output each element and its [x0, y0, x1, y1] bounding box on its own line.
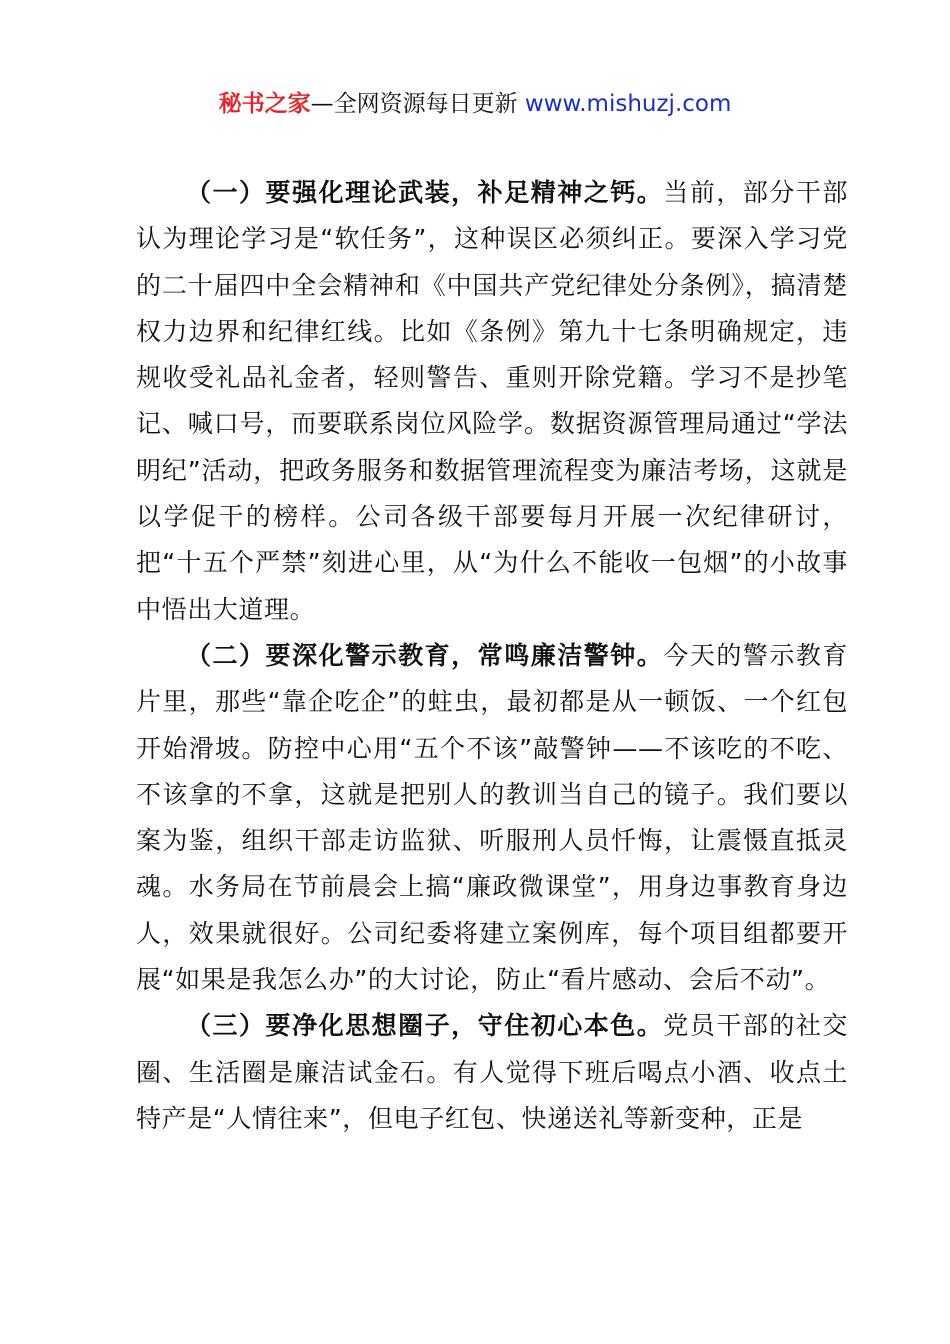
brand-name: 秘书之家 — [218, 91, 311, 117]
website-link[interactable]: www.mishuzj.com — [524, 91, 732, 117]
paragraph-3-heading: （三）要净化思想圈子，守住初心本色。 — [186, 1011, 664, 1041]
paragraph-2 — [136, 633, 848, 1003]
paragraph-3 — [136, 1003, 848, 1142]
paragraph-1 — [136, 170, 848, 633]
paragraph-2-text: 今天的警示教育片里，那些“靠企吃企”的蛀虫，最初都是从一顿饭、一个红包开始滑坡。防控中心用“五个不该”敲警钟——不该吃的不吃、不该拿的不拿，这就是把别人的教训当自己的镜子。我们要以案为鉴，组织干部走访监狱、听服刑人员忏悔，让震慑直抵灵魂。水务局在节前晨会上搞“廉政微课堂”，用身边事教育身边人，效果就很好。公司纪委将建立案例库，每个项目组都要开展“如果是我怎么办”的大讨论，防止“看片感动、会后不动”。 — [136, 640, 848, 995]
document-body — [136, 170, 848, 1142]
paragraph-3-text: 党员干部的社交圈、生活圈是廉洁试金石。有人觉得下班后喝点小酒、收点土特产是“人情往来”，但电子红包、快递送礼等新变种，正是 — [136, 1011, 848, 1133]
page-header — [0, 88, 950, 120]
paragraph-1-heading: （一）要强化理论武装，补足精神之钙。 — [186, 178, 664, 207]
paragraph-1-text: 当前，部分干部认为理论学习是“软任务”，这种误区必须纠正。要深入学习党的二十届四中全会精神和《中国共产党纪律处分条例》，搞清楚权力边界和纪律红线。比如《条例》第九十七条明确规定，违规收受礼品礼金者，轻则警告、重则开除党籍。学习不是抄笔记、喊口号，而要联系岗位风险学。数据资源管理局通过“学法明纪”活动，把政务服务和数据管理流程变为廉洁考场，这就是以学促干的榜样。公司各级干部要每月开展一次纪律研讨，把“十五个严禁”刻进心里，从“为什么不能收一包烟”的小故事中悟出大道理。 — [136, 178, 848, 624]
header-tagline: —全网资源每日更新 — [310, 91, 525, 117]
paragraph-2-heading: （二）要深化警示教育，常鸣廉洁警钟。 — [186, 640, 664, 670]
